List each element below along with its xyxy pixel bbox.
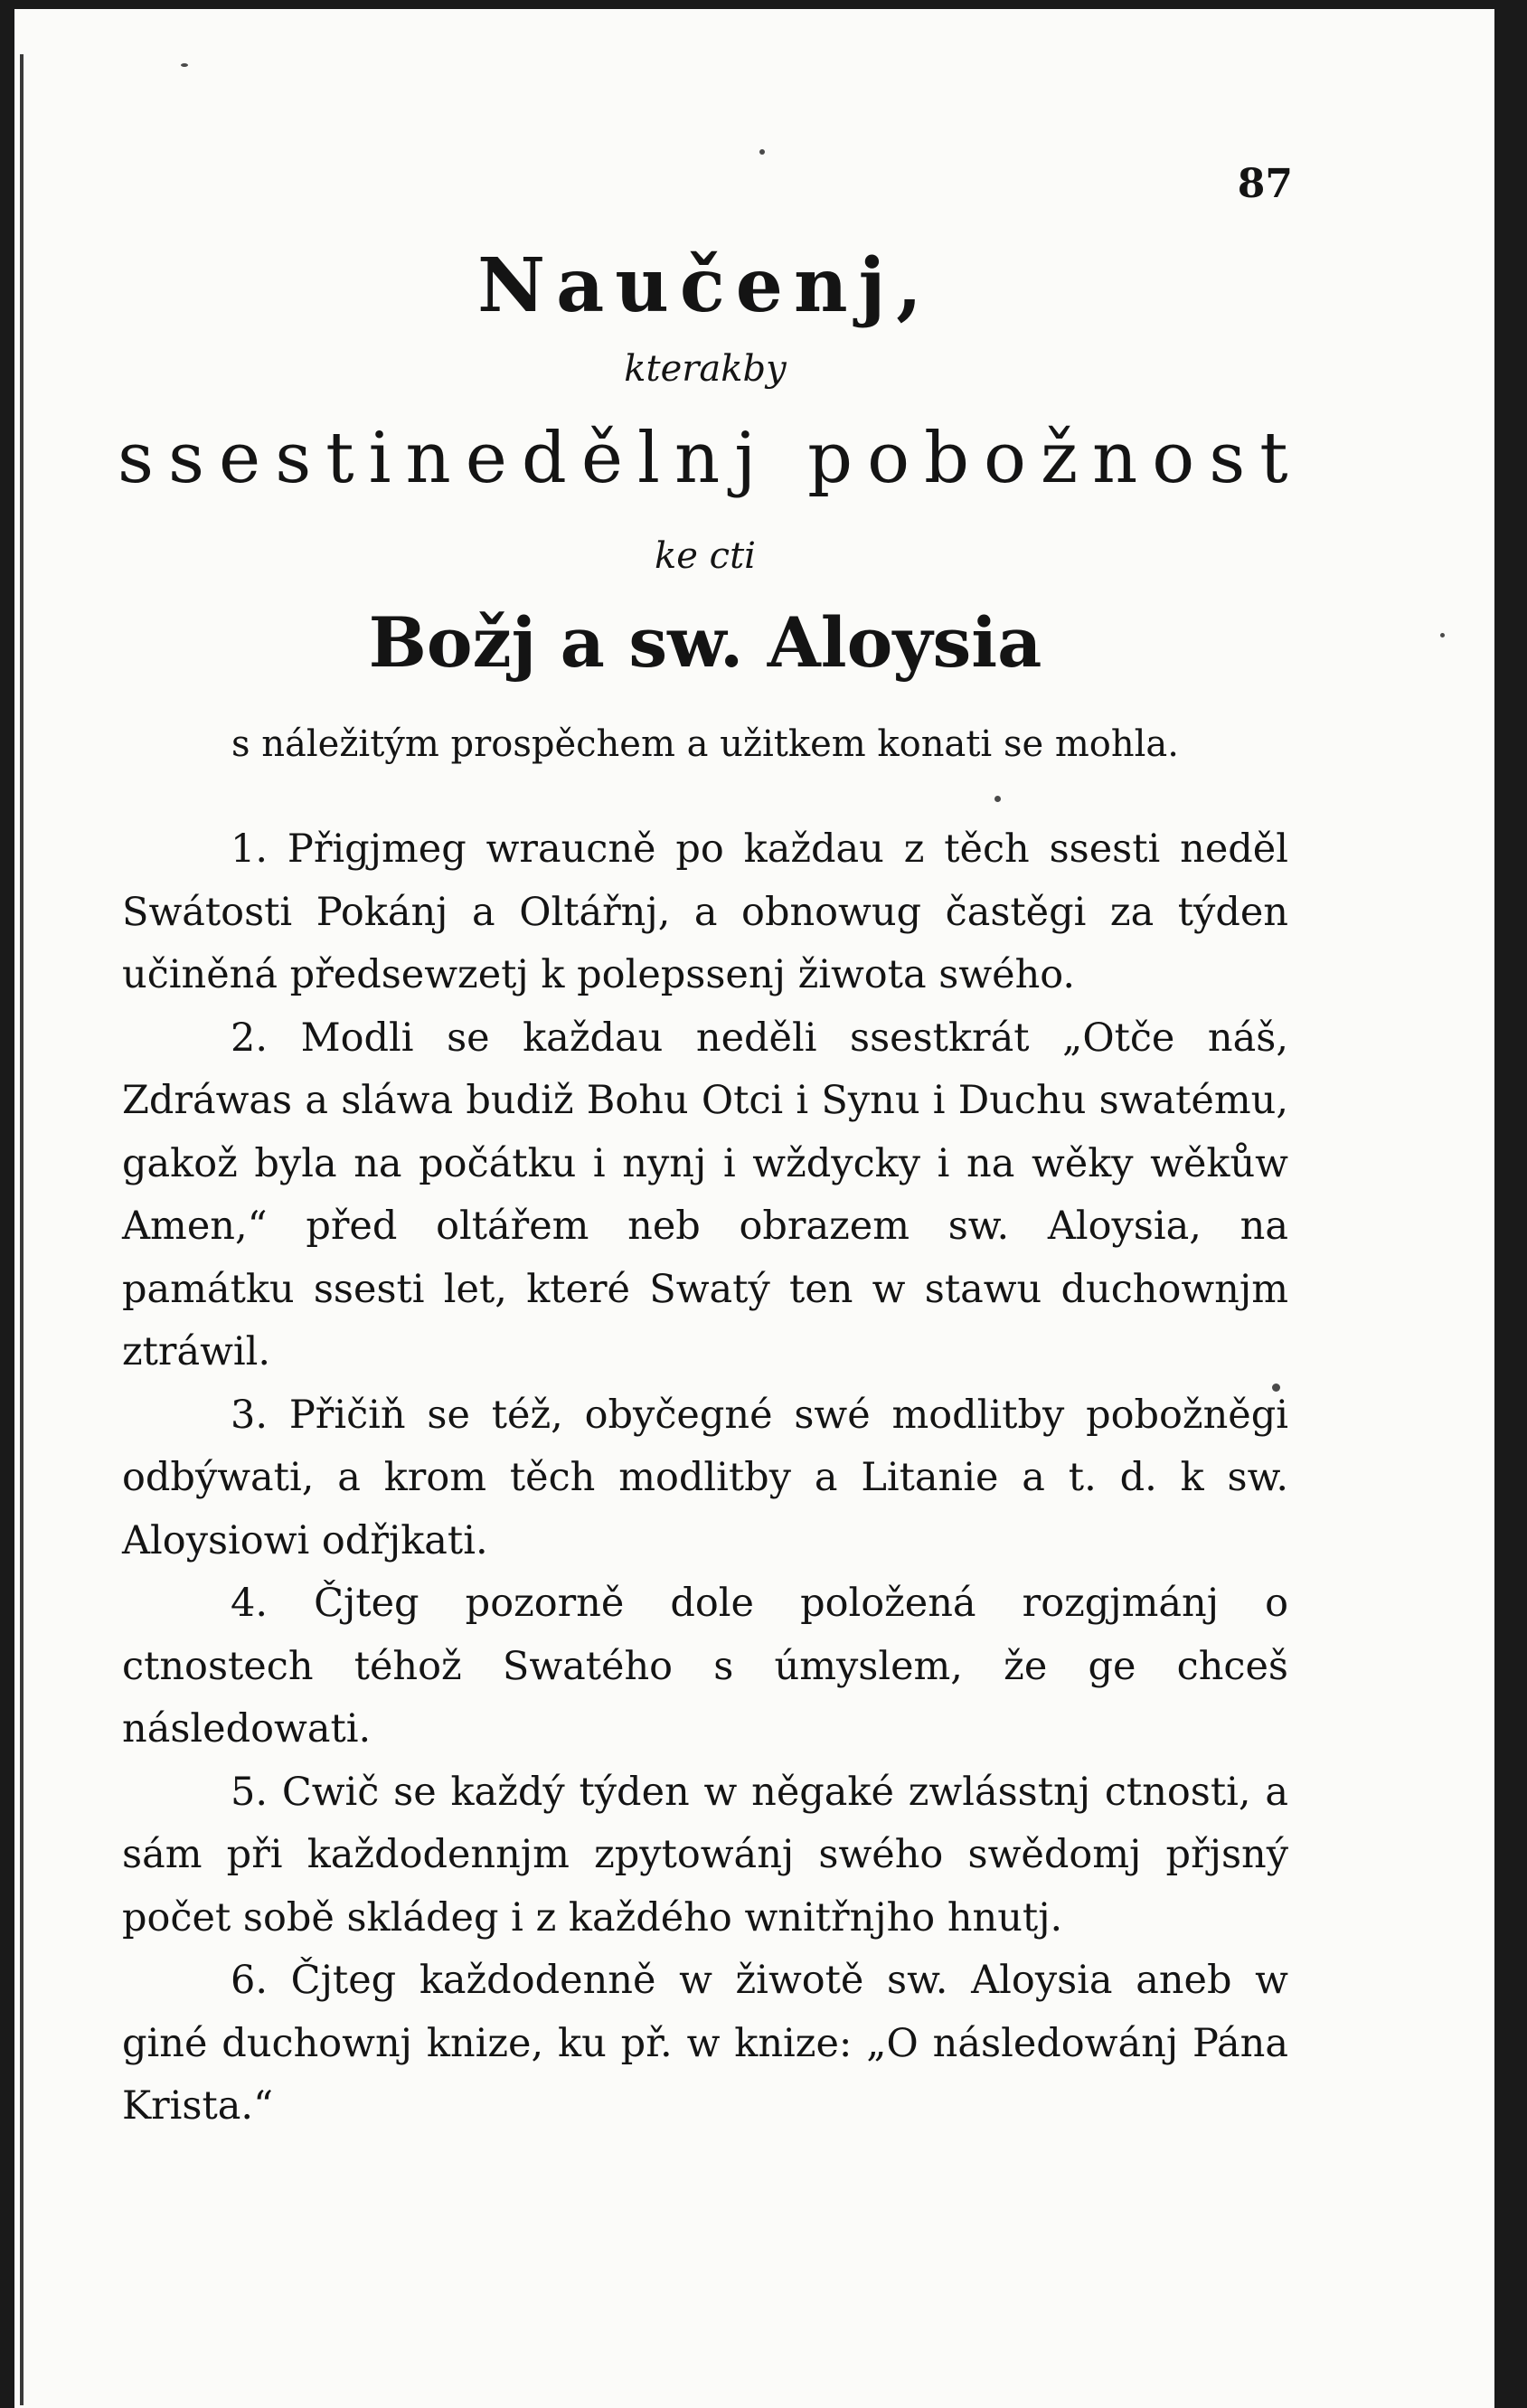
body-text [122,818,1288,2139]
title-subtitle-1: kterakby [624,348,787,390]
scan-border-left-inner [20,54,24,2405]
paragraph-6: 6. Čjteg každodenně w žiwotě sw. Aloysia aneb w giné duchownj knize, ku př. w knize: „O následowánj Pána Krista.“ [122,1958,1288,2129]
page-number: 87 [1237,161,1293,207]
paragraph-2: 2. Modli se každau neděli ssestkrát „Otče náš, Zdráwas a sláwa budiž Bohu Otci i Synu i Duchu swatému, gakož byla na počátku i nynj i wždycky i na wěky wěkůw Amen,“ před oltářem neb obrazem sw. Aloysia, na památku ssesti let, které Swatý ten w stawu duchownjm ztráwil. [122,1015,1288,1374]
scan-speck [1440,633,1445,637]
scan-border-left [0,0,14,2408]
title-subtitle-2: ke cti [655,535,756,577]
paragraph-4: 4. Čjteg pozorně dole položená rozgjmánj o ctnostech téhož Swatého s úmyslem, že ge chceš následowati. [122,1581,1288,1752]
page-title: Naučenj, [477,242,933,329]
scan-speck [181,63,188,67]
scan-border-top [0,0,1527,9]
paragraph-5: 5. Cwič se každý týden w něgaké zwlásstnj ctnosti, a sám při každodennjm zpytowánj swého swědomj přjsný počet sobě skládeg i z každého wnitřnjho hnutj. [122,1769,1288,1941]
scan-speck [994,796,1001,802]
paragraph-1: 1. Přigjmeg wraucně po každau z těch ssesti neděl Swátosti Pokánj a Oltářnj, a obnowug častěgi za týden učiněná předsewzetj k polepssenj žiwota swého. [122,826,1288,997]
scan-speck [759,149,765,155]
paragraph-3: 3. Přičiň se též, obyčegné swé modlitby pobožněgi odbýwati, a krom těch modlitby a Litanie a t. d. k sw. Aloysiowi odřjkati. [122,1392,1288,1563]
title-dedication: Božj a sw. Aloysia [368,602,1042,683]
title-main-line: ssestinedělnj pobožnost [118,418,1303,499]
title-closing-line: s náležitým prospěchem a užitkem konati se mohla. [231,723,1179,765]
scan-border-right [1494,0,1527,2408]
